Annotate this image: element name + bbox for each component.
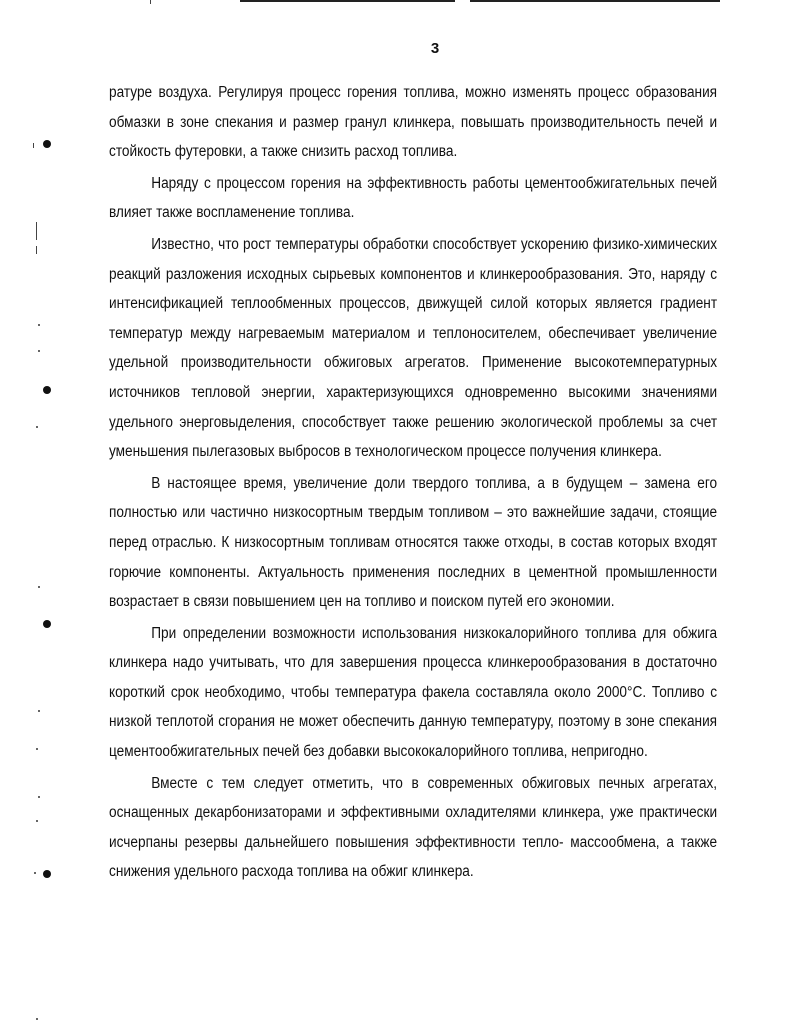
punch-hole-mark [43,870,51,878]
margin-dot [38,796,40,798]
punch-hole-mark [43,620,51,628]
scan-mark [150,0,151,4]
margin-dot [38,324,40,326]
paragraph: Вместе с тем следует отметить, что в современных обжиговых печных агрегатах, оснащенных декарбонизаторами и эффективными охладителями клинкера, уже практически исчерпаны резервы дальнейшего повышения эффективности тепло- массообмена, а также снижения удельного расхода топлива на обжиг клинкера. [109,774,718,881]
margin-tick [33,143,34,148]
paragraph: Наряду с процессом горения на эффективность работы цементообжигательных печей влияет также воспламенение топлива. [109,174,718,222]
scan-top-rule-right [470,0,720,2]
margin-tick [36,222,37,240]
margin-dot [36,820,38,822]
margin-dot [36,1018,38,1020]
margin-dot [38,710,40,712]
margin-dot [38,350,40,352]
margin-tick [36,246,37,254]
paragraph: ратуре воздуха. Регулируя процесс горения топлива, можно изменять процесс образования обмазки в зоне спекания и размер гранул клинкера, повышать производительность печей и стойкость футеровки, а также снизить расход топлива. [109,84,718,161]
margin-dot [34,872,36,874]
margin-dot [36,748,38,750]
margin-dot [36,426,38,428]
punch-hole-mark [43,140,51,148]
paragraph: При определении возможности использования низкокалорийного топлива для обжига клинкера надо учитывать, что для завершения процесса клинкерообразования в достаточно короткий срок необходимо, чтобы температура факела составляла около 2000°С. Топливо с низкой теплотой сгорания не может обеспечить данную температуру, поэтому в зоне спекания цементообжигательных печей без добавки высококалорийного топлива, непригодно. [109,624,718,761]
scan-top-rule-left [240,0,455,2]
page-number: 3 [430,40,440,57]
document-body [109,78,717,887]
paragraph: Известно, что рост температуры обработки способствует ускорению физико-химических реакций разложения исходных сырьевых компонентов и клинкерообразования. Это, наряду с интенсификацией теплообменных процессов, движущей силой которых является градиент температур между нагреваемым материалом и теплоносителем, обеспечивает увеличение удельной производительности обжиговых агрегатов. Применение высокотемпературных источников тепловой энергии, характеризующихся одновременно высокими значениями удельного энерговыделения, способствует также решению экологической проблемы за счет уменьшения пылегазовых выбросов в технологическом процессе получения клинкера. [109,235,718,461]
margin-dot [38,586,40,588]
punch-hole-mark [43,386,51,394]
paragraph: В настоящее время, увеличение доли твердого топлива, а в будущем – замена его полностью или частично низкосортным твердым топливом – это важнейшие задачи, стоящие перед отраслью. К низкосортным топливам относятся также отходы, в состав которых входят горючие компоненты. Актуальность применения последних в цементной промышленности возрастает в связи повышением цен на топливо и поиском путей его экономии. [109,474,718,611]
